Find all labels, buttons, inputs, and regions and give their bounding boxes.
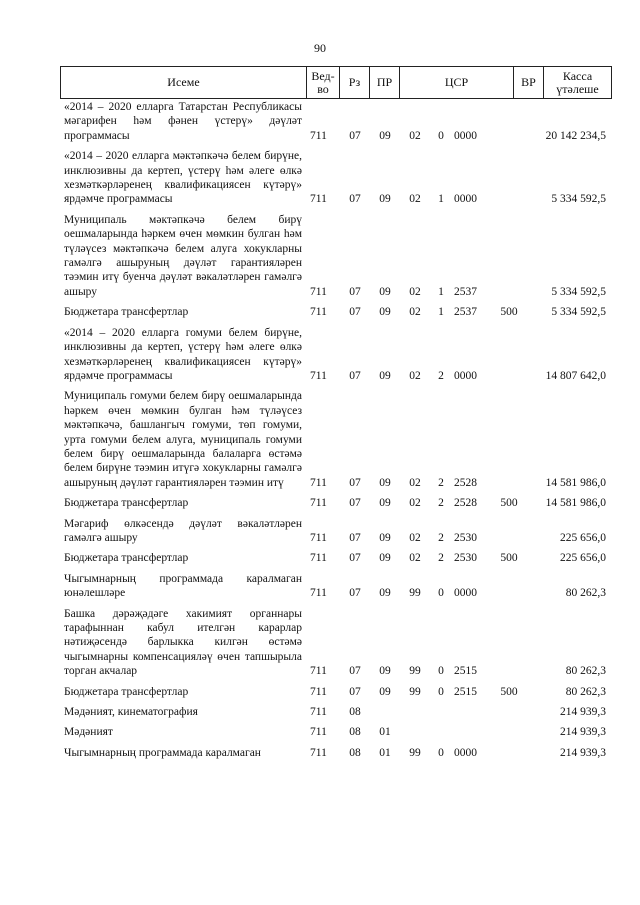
row-csr-code: 0000 <box>454 587 477 600</box>
row-csr-subprogram: 2 <box>438 369 444 382</box>
header-vr: ВР <box>514 67 544 98</box>
header-rz: Рз <box>340 67 370 98</box>
row-ved: 711 <box>310 552 327 565</box>
row-rz: 07 <box>349 665 361 678</box>
table-row <box>64 517 612 546</box>
row-kassa: 5 334 592,5 <box>551 193 606 206</box>
row-name: Чыгымнарның программада каралмаган юнәлешләре <box>64 572 302 600</box>
row-name: Чыгымнарның программада каралмаган <box>64 746 261 759</box>
row-csr-code: 0000 <box>454 746 477 759</box>
row-csr-subprogram: 2 <box>438 552 444 565</box>
row-csr-program: 02 <box>409 306 421 319</box>
row-csr-program: 99 <box>409 746 421 759</box>
table-row <box>64 685 612 699</box>
row-kassa: 80 262,3 <box>565 685 606 698</box>
row-rz: 08 <box>349 746 361 759</box>
row-rz: 07 <box>349 531 361 544</box>
row-csr-subprogram: 0 <box>438 129 444 142</box>
row-vr: 500 <box>500 497 518 510</box>
row-name: Муниципаль мәктәпкәчә белем бирү оешмаларында һәркем өчен мөмкин булган һәм түләүсез мәктәпкәчә белем алуга хокукларны гамәлгә ашыруның дәүләт гарантияләрен тәэмин итү буенча дәүләт вәкаләтләрен гамәлгә ашыру <box>64 213 302 298</box>
row-csr-subprogram: 0 <box>438 685 444 698</box>
row-rz: 08 <box>349 706 361 719</box>
header-name: Исеме <box>61 67 307 98</box>
row-pr: 09 <box>379 552 391 565</box>
row-csr-subprogram: 0 <box>438 665 444 678</box>
row-csr-program: 02 <box>409 552 421 565</box>
table-row <box>64 100 612 143</box>
row-ved: 711 <box>310 587 327 600</box>
row-ved: 711 <box>310 706 327 719</box>
row-csr-subprogram: 1 <box>438 306 444 319</box>
row-name: Мәгариф өлкәсендә дәүләт вәкаләтләрен гамәлгә ашыру <box>64 517 302 544</box>
table-row <box>64 746 612 760</box>
row-rz: 07 <box>349 369 361 382</box>
row-csr-program: 02 <box>409 285 421 298</box>
row-kassa: 225 656,0 <box>560 552 606 565</box>
row-kassa: 214 939,3 <box>560 726 606 739</box>
row-csr-code: 2528 <box>454 497 477 510</box>
row-kassa: 225 656,0 <box>560 531 606 544</box>
row-name: «2014 – 2020 елларга Татарстан Республикасы мәгарифен һәм фәнен үстерү» дәүләт программасы <box>64 101 302 142</box>
header-pr: ПР <box>370 67 400 98</box>
row-kassa: 14 581 986,0 <box>545 476 606 489</box>
row-name: Мәдәният, кинематография <box>64 706 198 719</box>
row-name: Мәдәният <box>64 726 113 739</box>
row-rz: 07 <box>349 497 361 510</box>
row-csr-program: 99 <box>409 685 421 698</box>
row-csr-subprogram: 0 <box>438 746 444 759</box>
table-row <box>64 326 612 384</box>
row-pr: 09 <box>379 129 391 142</box>
row-name: Бюджетара трансфертлар <box>64 685 189 698</box>
table-row <box>64 149 612 207</box>
table-row <box>64 305 612 319</box>
row-name: Бюджетара трансфертлар <box>64 306 189 319</box>
row-name: Бюджетара трансфертлар <box>64 497 189 510</box>
row-pr: 09 <box>379 497 391 510</box>
table-row <box>64 725 612 739</box>
header-csr: ЦСР <box>400 67 514 98</box>
row-csr-program: 99 <box>409 587 421 600</box>
row-ved: 711 <box>310 306 327 319</box>
row-ved: 711 <box>310 129 327 142</box>
row-csr-code: 2530 <box>454 552 477 565</box>
row-rz: 07 <box>349 476 361 489</box>
row-rz: 07 <box>349 285 361 298</box>
row-kassa: 5 334 592,5 <box>551 285 606 298</box>
row-csr-program: 02 <box>409 369 421 382</box>
row-csr-code: 2528 <box>454 476 477 489</box>
row-csr-code: 2515 <box>454 685 477 698</box>
row-pr: 01 <box>379 746 391 759</box>
row-name: Муниципаль гомуми белем бирү оешмаларында һәркем өчен мөмкин булган һәм түләүсез мәктәпкәчә, башлангыч гомуми, төп гомуми, урта гомуми белем алуга, муниципаль гомуми белем бирү оешмаларында балаларга өстәмә белем бирүне тәэмин итүгә хокукларны гамәлгә ашыруның дәүләт гарантияләрен тәэмин итү <box>64 390 302 489</box>
row-name: «2014 – 2020 елларга гомуми белем бирүне, инклюзивны да кертеп, үстерү һәм әлеге өлкә хезмәткәрләренең квалификациясен күтәрү» ярдәмче программасы <box>64 326 302 382</box>
table-row <box>64 389 612 490</box>
row-name: Бюджетара трансфертлар <box>64 552 189 565</box>
row-pr: 01 <box>379 726 391 739</box>
row-pr: 09 <box>379 476 391 489</box>
row-kassa: 5 334 592,5 <box>551 306 606 319</box>
row-vr: 500 <box>500 306 518 319</box>
row-name: Башка дәрәҗәдәге хакимият органнары тарафыннан кабул ителгән карарлар нәтиҗәсендә барлыкка килгән өстәмә чыгымнарны компенсацияләү өчен тапшырыла торган акчалар <box>64 607 302 678</box>
row-csr-program: 02 <box>409 193 421 206</box>
row-csr-subprogram: 1 <box>438 285 444 298</box>
row-csr-subprogram: 0 <box>438 587 444 600</box>
row-csr-code: 2530 <box>454 531 477 544</box>
row-vr: 500 <box>500 685 518 698</box>
row-rz: 07 <box>349 306 361 319</box>
row-rz: 07 <box>349 129 361 142</box>
row-ved: 711 <box>310 369 327 382</box>
row-csr-code: 0000 <box>454 369 477 382</box>
row-pr: 09 <box>379 369 391 382</box>
row-ved: 711 <box>310 476 327 489</box>
row-csr-code: 2515 <box>454 665 477 678</box>
row-rz: 07 <box>349 193 361 206</box>
table-row <box>64 607 612 679</box>
row-csr-program: 02 <box>409 497 421 510</box>
row-pr: 09 <box>379 587 391 600</box>
table-header <box>60 66 612 99</box>
row-pr: 09 <box>379 685 391 698</box>
row-rz: 07 <box>349 685 361 698</box>
table-row <box>64 213 612 299</box>
row-rz: 07 <box>349 552 361 565</box>
row-csr-program: 99 <box>409 665 421 678</box>
row-rz: 07 <box>349 587 361 600</box>
row-rz: 08 <box>349 726 361 739</box>
row-kassa: 214 939,3 <box>560 706 606 719</box>
row-ved: 711 <box>310 193 327 206</box>
row-kassa: 14 807 642,0 <box>545 369 606 382</box>
header-ved: Вед-во <box>307 67 340 98</box>
row-name: «2014 – 2020 елларга мәктәпкәчә белем бирүне, инклюзивны да кертеп, үстерү һәм әлеге өлкә хезмәткәрләренең квалификациясен күтәрү» ярдәмче программасы <box>64 150 302 206</box>
row-pr: 09 <box>379 285 391 298</box>
row-csr-program: 02 <box>409 531 421 544</box>
table-body <box>64 100 612 766</box>
row-csr-code: 2537 <box>454 306 477 319</box>
row-csr-program: 02 <box>409 476 421 489</box>
row-ved: 711 <box>310 531 327 544</box>
page-number: 90 <box>314 41 326 55</box>
row-kassa: 214 939,3 <box>560 746 606 759</box>
row-ved: 711 <box>310 685 327 698</box>
row-csr-subprogram: 2 <box>438 476 444 489</box>
row-ved: 711 <box>310 746 327 759</box>
row-csr-program: 02 <box>409 129 421 142</box>
table-row <box>64 551 612 565</box>
row-ved: 711 <box>310 497 327 510</box>
row-ved: 711 <box>310 726 327 739</box>
row-pr: 09 <box>379 306 391 319</box>
row-csr-code: 0000 <box>454 129 477 142</box>
table-row <box>64 496 612 510</box>
row-kassa: 80 262,3 <box>565 587 606 600</box>
header-kassa: Касса үтәлеше <box>556 68 599 96</box>
row-csr-subprogram: 2 <box>438 497 444 510</box>
row-csr-subprogram: 1 <box>438 193 444 206</box>
row-kassa: 14 581 986,0 <box>545 497 606 510</box>
row-ved: 711 <box>310 285 327 298</box>
table-row <box>64 705 612 719</box>
row-kassa: 80 262,3 <box>565 665 606 678</box>
row-csr-code: 0000 <box>454 193 477 206</box>
row-csr-code: 2537 <box>454 285 477 298</box>
table-row <box>64 572 612 601</box>
row-pr: 09 <box>379 193 391 206</box>
row-pr: 09 <box>379 531 391 544</box>
row-ved: 711 <box>310 665 327 678</box>
row-kassa: 20 142 234,5 <box>545 129 606 142</box>
row-pr: 09 <box>379 665 391 678</box>
row-csr-subprogram: 2 <box>438 531 444 544</box>
row-vr: 500 <box>500 552 518 565</box>
